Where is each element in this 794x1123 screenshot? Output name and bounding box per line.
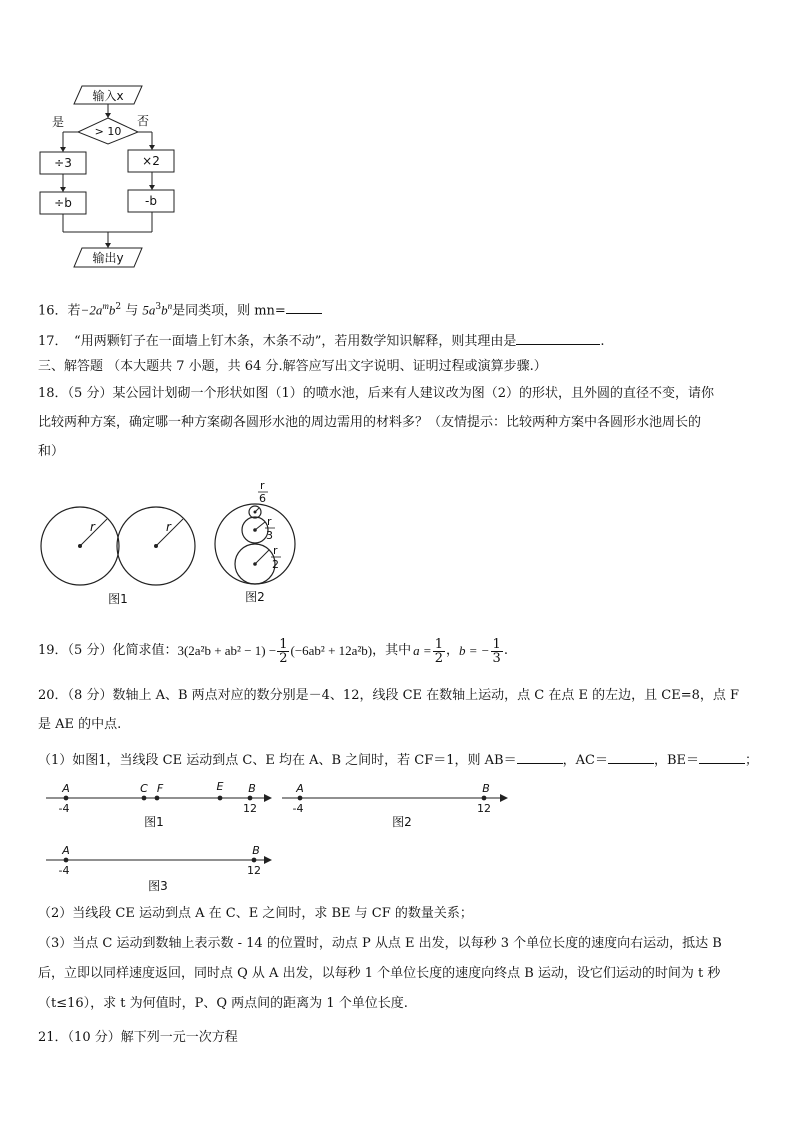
svg-text:C: C — [140, 782, 148, 795]
answer-blank-17[interactable] — [516, 332, 600, 345]
question-17: 17． “用两颗钉子在一面墙上钉木条，木条不动”，若用数学知识解释，则其理由是 . — [38, 334, 605, 349]
section-3-heading: 三、解答题 （本大题共 7 小题，共 64 分.解答应写出文字说明、证明过程或演算步骤.） — [38, 359, 547, 374]
fig1-label: 图1 — [108, 592, 128, 606]
nl-fig2-label: 图2 — [392, 815, 412, 829]
svg-text:B: B — [252, 844, 260, 857]
flowchart — [30, 80, 190, 275]
flow-no-text: 否 — [136, 114, 150, 128]
answer-blank-ac[interactable] — [608, 751, 654, 764]
question-18-line1: 18．（5 分）某公园计划砌一个形状如图（1）的喷水池，后来有人建议改为图（2）的形状，且外圆的直径不变，请你 — [38, 386, 714, 401]
svg-text:A: A — [62, 782, 70, 795]
q18-figure-2 — [205, 478, 310, 606]
svg-text:F: F — [156, 782, 164, 795]
fraction-a: $\frac{1}{2}$ — [434, 636, 443, 666]
svg-text:r: r — [273, 544, 278, 557]
flow-yes-text: 是 — [51, 115, 65, 129]
flow-right-op1: ×2 — [142, 154, 160, 168]
q18-figure-1 — [38, 500, 198, 610]
fraction-b: $\frac{1}{3}$ — [492, 636, 501, 666]
question-20-part3-line3: （t≤16），求 t 为何值时，P、Q 两点间的距离为 1 个单位长度. — [38, 996, 408, 1011]
svg-text:-4: -4 — [58, 864, 70, 877]
svg-text:r: r — [267, 515, 272, 528]
flow-condition-text: > 10 — [94, 125, 122, 138]
svg-text:6: 6 — [259, 492, 266, 505]
nl-fig1-label: 图1 — [144, 815, 164, 829]
fraction-half: $\frac{1}{2}$ — [279, 636, 288, 666]
flow-left-op2: ÷b — [54, 196, 72, 210]
answer-blank-ab[interactable] — [517, 751, 563, 764]
svg-text:A: A — [296, 782, 304, 795]
svg-text:-4: -4 — [58, 802, 70, 815]
svg-text:E: E — [216, 780, 224, 793]
flow-left-op1: ÷3 — [54, 156, 72, 170]
question-20-part2: （2）当线段 CE 运动到点 A 在 C、E 之间时，求 BE 与 CF 的数量关系； — [38, 906, 473, 921]
question-20-line2: 是 AE 的中点. — [38, 717, 122, 732]
question-20-line1: 20．（8 分）数轴上 A、B 两点对应的数分别是－4、12，线段 CE 在数轴上运动，点 C 在点 E 的左边，且 CE=8，点 F — [38, 688, 740, 703]
number-line-fig3 — [42, 842, 274, 894]
svg-text:B: B — [482, 782, 490, 795]
flow-output-text: 输出y — [92, 251, 124, 265]
flow-right-op2: -b — [145, 194, 157, 208]
nl-fig3-label: 图3 — [148, 879, 168, 893]
question-19: 19．（5 分）化简求值： 3(2a²b + ab² − 1) − $\frac{1}{2}$ (−6ab² + 12a²b) ，其中 a = $\frac{1}{2}$ ， b = − $\frac{1}{3}$ . — [38, 636, 508, 666]
answer-blank-16[interactable] — [286, 301, 322, 314]
svg-text:2: 2 — [272, 558, 279, 571]
question-20-part1: （1）如图1，当线段 CE 运动到点 C、E 均在 A、B 之间时，若 CF＝1，则 AB＝ ，AC＝ ，BE＝ ； — [38, 753, 759, 768]
question-21: 21．（10 分）解下列一元一次方程 — [38, 1030, 238, 1045]
question-20-part3-line1: （3）当点 C 运动到数轴上表示数 - 14 的位置时，动点 P 从点 E 出发，以每秒 3 个单位长度的速度向右运动，抵达 B — [38, 936, 722, 951]
svg-text:3: 3 — [266, 529, 273, 542]
radius-label-left: r — [90, 520, 95, 534]
question-18-line2: 比较两种方案，确定哪一种方案砌各圆形水池的周边需用的材料多？（友情提示：比较两种方案中各圆形水池周长的 — [38, 415, 702, 430]
svg-text:12: 12 — [243, 802, 257, 815]
question-16: 16．若$-2a^mb^2$ 与 $5a^3b^n$是同类项，则 mn= — [38, 298, 322, 319]
answer-blank-be[interactable] — [699, 751, 745, 764]
svg-text:-4: -4 — [292, 802, 304, 815]
number-line-fig2 — [278, 780, 510, 830]
svg-text:12: 12 — [477, 802, 491, 815]
svg-text:B: B — [248, 782, 256, 795]
flow-input-text: 输入x — [92, 89, 124, 103]
svg-text:A: A — [62, 844, 70, 857]
fig2-label: 图2 — [245, 590, 265, 604]
svg-text:12: 12 — [247, 864, 261, 877]
svg-text:r: r — [260, 479, 265, 492]
question-18-line3: 和） — [38, 444, 65, 459]
question-20-part3-line2: 后，立即以同样速度返回，同时点 Q 从 A 出发，以每秒 1 个单位长度的速度向终点 B 运动，设它们运动的时间为 t 秒 — [38, 966, 721, 981]
radius-label-right: r — [166, 520, 171, 534]
number-line-fig1 — [42, 780, 274, 830]
